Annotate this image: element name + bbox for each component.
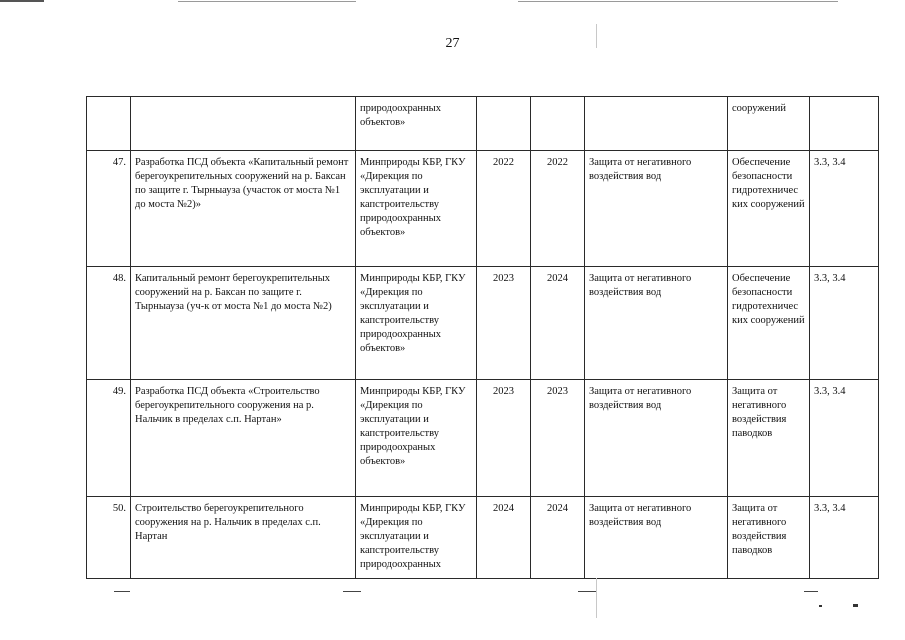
cell-num: 50. — [87, 497, 131, 579]
table-row — [87, 380, 879, 497]
cell-num: 48. — [87, 267, 131, 380]
scan-artifact-dot-2 — [853, 604, 858, 607]
cell-end: 2022 — [531, 151, 585, 267]
cell-name: Разработка ПСД объекта «Строительство берегоукрепительного сооружения на р. Нальчик в пределах с.п. Нартан» — [131, 380, 356, 497]
cell-num — [87, 97, 131, 151]
cell-responsible: Минприроды КБР, ГКУ «Дирекция по эксплуатации и капстроительству природоохранных — [356, 497, 477, 579]
cell-end: 2024 — [531, 267, 585, 380]
cell-start: 2023 — [477, 267, 531, 380]
scan-artifact-bottom-2 — [343, 591, 361, 592]
measures-table — [86, 96, 879, 579]
cell-num: 47. — [87, 151, 131, 267]
cell-indicators: 3.3, 3.4 — [810, 497, 879, 579]
scan-artifact-bottom-1 — [114, 591, 130, 592]
cell-start: 2022 — [477, 151, 531, 267]
cell-result: Обеспечение безопасности гидротехничес ких сооружений — [728, 267, 810, 380]
cell-name — [131, 97, 356, 151]
cell-indicators: 3.3, 3.4 — [810, 380, 879, 497]
scan-artifact-bottom-4 — [804, 591, 818, 592]
cell-indicators: 3.3, 3.4 — [810, 151, 879, 267]
scan-artifact-bottom-3 — [578, 591, 596, 592]
cell-direction: Защита от негативного воздействия вод — [585, 151, 728, 267]
cell-indicators — [810, 97, 879, 151]
cell-name: Строительство берегоукрепительного сооружения на р. Нальчик в пределах с.п. Нартан — [131, 497, 356, 579]
cell-start: 2024 — [477, 497, 531, 579]
cell-direction: Защита от негативного воздействия вод — [585, 497, 728, 579]
table-row — [87, 267, 879, 380]
cell-start — [477, 97, 531, 151]
cell-result: Защита от негативного воздействия паводков — [728, 497, 810, 579]
cell-end: 2023 — [531, 380, 585, 497]
table-row-continuation — [87, 97, 879, 151]
cell-end: 2024 — [531, 497, 585, 579]
scan-artifact-top-2 — [518, 1, 838, 2]
cell-indicators: 3.3, 3.4 — [810, 267, 879, 380]
scan-artifact-top-1 — [178, 1, 356, 2]
scan-artifact-vertical-bottom — [596, 578, 597, 618]
cell-direction: Защита от негативного воздействия вод — [585, 380, 728, 497]
cell-result: сооружений — [728, 97, 810, 151]
cell-result: Обеспечение безопасности гидротехничес ких сооружений — [728, 151, 810, 267]
table-row — [87, 151, 879, 267]
cell-num: 49. — [87, 380, 131, 497]
cell-responsible: Минприроды КБР, ГКУ «Дирекция по эксплуатации и капстроительству природоохранных объектов» — [356, 151, 477, 267]
table-row — [87, 497, 879, 579]
cell-name: Разработка ПСД объекта «Капитальный ремонт берегоукрепительных сооружений на р. Баксан по защите г. Тырныауза (участок от моста №1 до моста №2)» — [131, 151, 356, 267]
cell-end — [531, 97, 585, 151]
cell-result: Защита от негативного воздействия паводков — [728, 380, 810, 497]
cell-responsible: Минприроды КБР, ГКУ «Дирекция по эксплуатации и капстроительству природоохраных объектов» — [356, 380, 477, 497]
cell-responsible: природоохранных объектов» — [356, 97, 477, 151]
scan-artifact-top-left — [0, 0, 44, 2]
cell-start: 2023 — [477, 380, 531, 497]
page-number: 27 — [445, 36, 460, 51]
cell-direction: Защита от негативного воздействия вод — [585, 267, 728, 380]
cell-name: Капитальный ремонт берегоукрепительных сооружений на р. Баксан по защите г. Тырныауза (уч-к от моста №1 до моста №2) — [131, 267, 356, 380]
cell-direction — [585, 97, 728, 151]
cell-responsible: Минприроды КБР, ГКУ «Дирекция по эксплуатации и капстроительству природоохранных объектов» — [356, 267, 477, 380]
scan-artifact-dot-1 — [819, 605, 822, 607]
